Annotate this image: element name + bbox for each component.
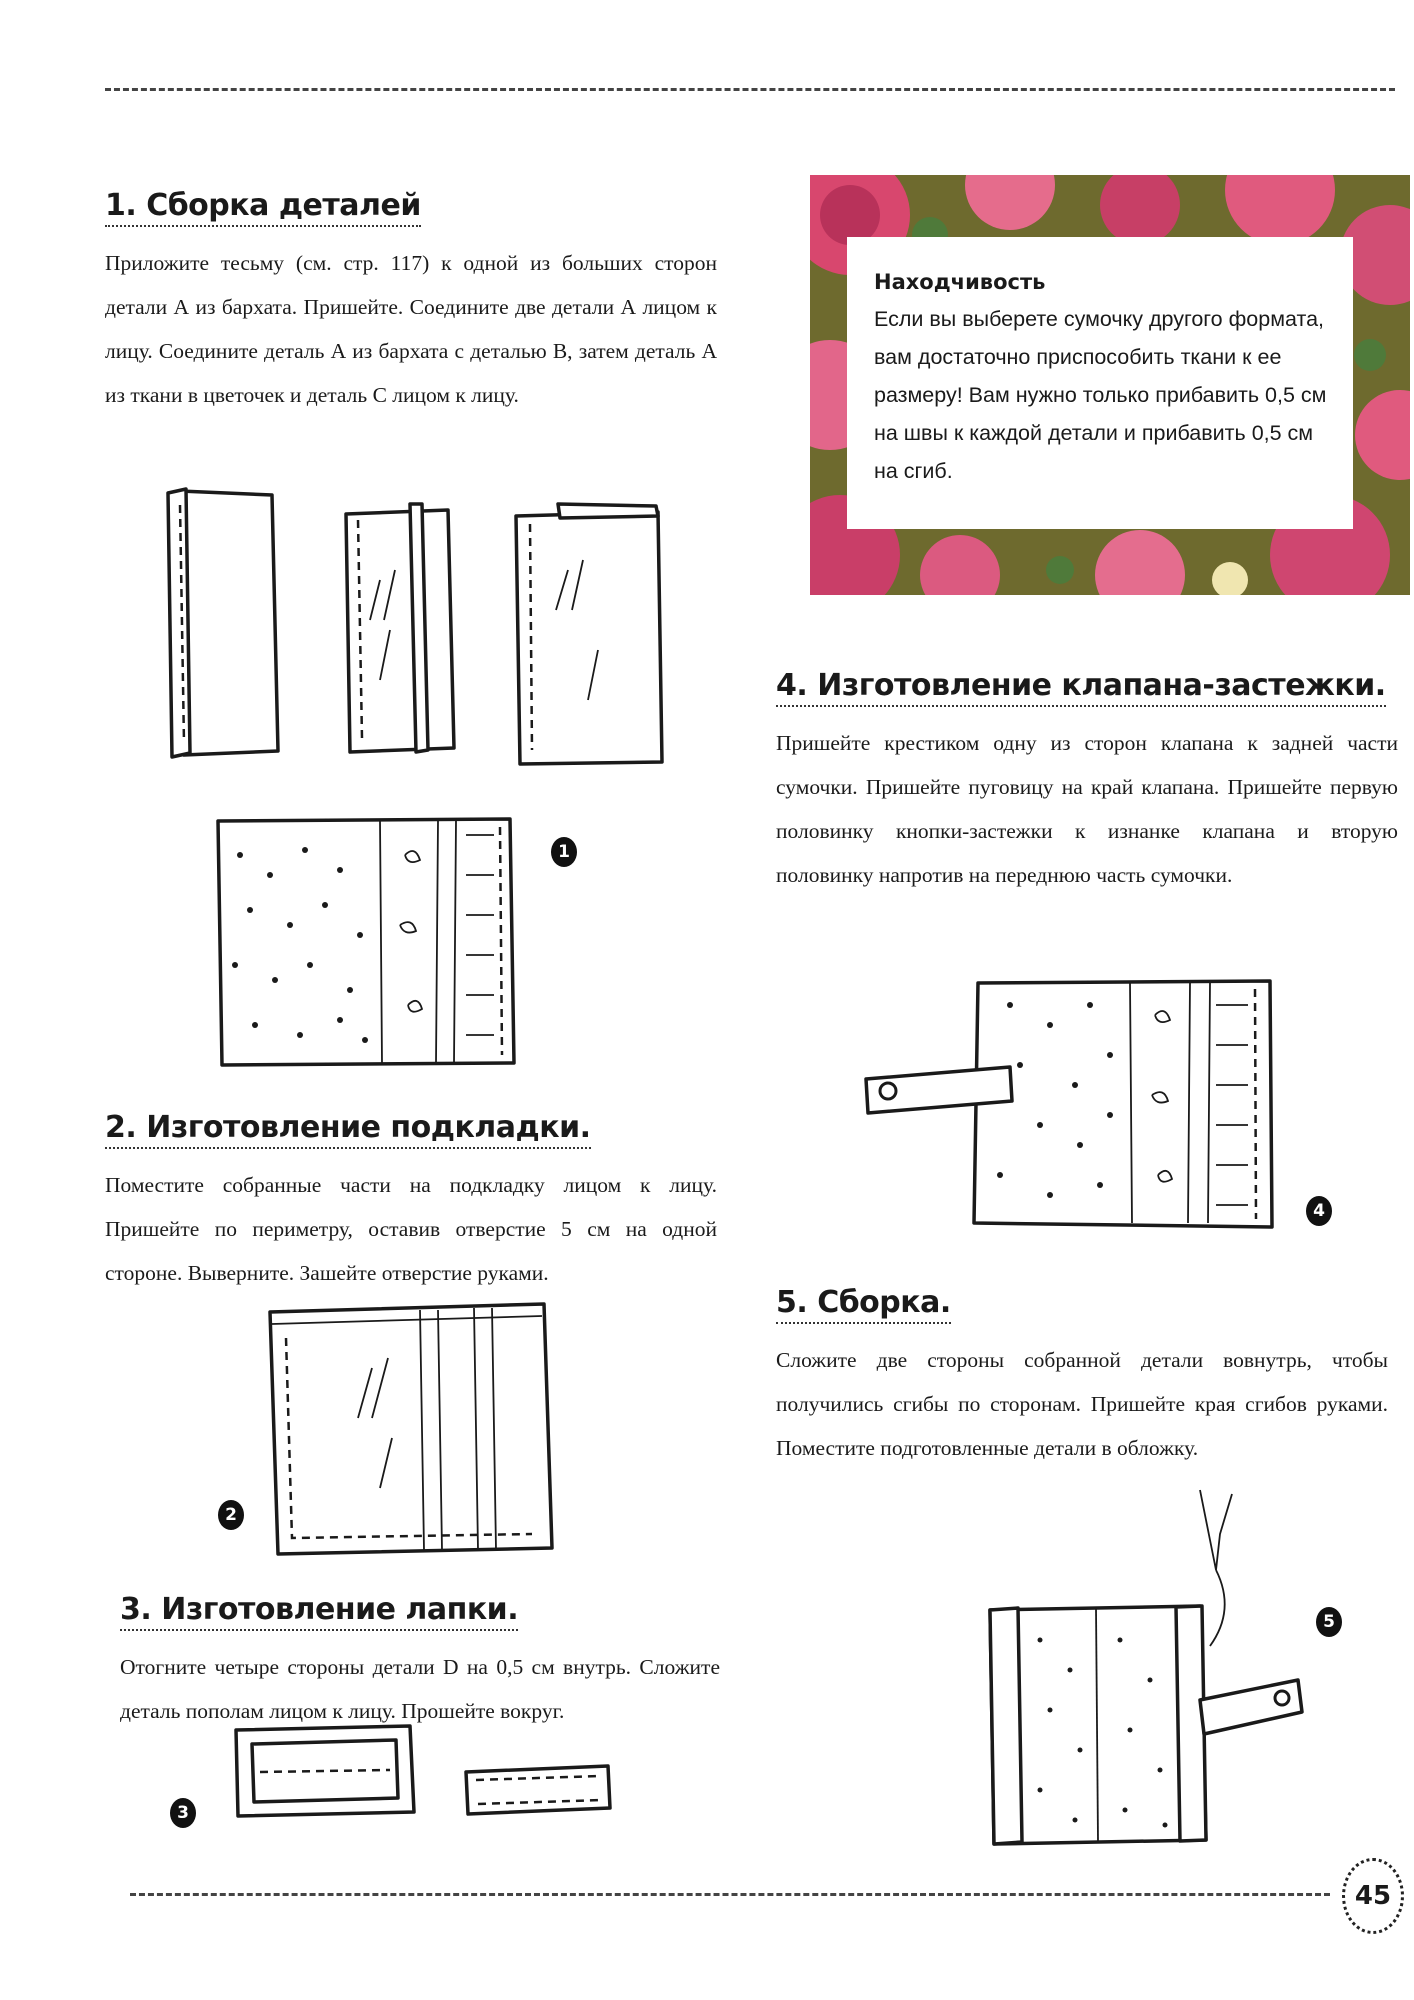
step3-tab-illustration-a bbox=[230, 1722, 420, 1822]
section-5-text: Сложите две стороны собранной детали вовнутрь, чтобы получились сгибы по сторонам. Пришейте края сгибов руками. Поместите подготовленные детали в обложку. bbox=[776, 1348, 1388, 1460]
section-2-title: 2. Изготовление подкладки. bbox=[105, 1110, 591, 1149]
step-4-badge: 4 bbox=[1306, 1196, 1332, 1226]
step1-strip-illustration bbox=[160, 485, 290, 760]
section-2 bbox=[105, 1110, 717, 1295]
section-3-title: 3. Изготовление лапки. bbox=[120, 1592, 518, 1631]
step5-assembly-illustration bbox=[980, 1490, 1310, 1850]
section-1-text: Приложите тесьму (см. стр. 117) к одной из больших сторон детали А из бархата. Пришейте. Соедините две детали А лицом к лицу. Соедините деталь А из бархата с деталью В, затем деталь А из ткани в цветочек и деталь С лицом к лицу. bbox=[105, 251, 717, 407]
section-4-title: 4. Изготовление клапана-застежки. bbox=[776, 668, 1386, 707]
section-3-text: Отогните четыре стороны детали D на 0,5 см внутрь. Сложите деталь пополам лицом к лицу. Прошейте вокруг. bbox=[120, 1655, 720, 1723]
bottom-dashed-rule bbox=[130, 1893, 1330, 1896]
step-3-badge: 3 bbox=[170, 1798, 196, 1828]
section-5-title: 5. Сборка. bbox=[776, 1285, 951, 1324]
section-1 bbox=[105, 188, 717, 417]
step-2-badge: 2 bbox=[218, 1500, 244, 1530]
page-number: 45 bbox=[1342, 1858, 1404, 1934]
step1-panel-illustration-a bbox=[340, 500, 465, 760]
section-4-text: Пришейте крестиком одну из сторон клапана к задней части сумочки. Пришейте пуговицу на край клапана. Пришейте первую половинку кнопки-застежки к изнанке клапана и вторую половинку напротив на переднюю часть сумочки. bbox=[776, 731, 1398, 887]
step1-assembled-illustration bbox=[210, 815, 520, 1070]
tip-text: Если вы выберете сумочку другого формата, вам достаточно приспособить ткани к ее размеру! Вам нужно только прибавить 0,5 см на швы к каждой детали и прибавить 0,5 см на сгиб. bbox=[874, 307, 1327, 483]
section-5 bbox=[776, 1285, 1388, 1470]
tip-title: Находчивость bbox=[874, 270, 1046, 294]
step4-flap-illustration bbox=[860, 975, 1280, 1235]
tip-box bbox=[850, 240, 1350, 526]
section-1-title: 1. Сборка деталей bbox=[105, 188, 421, 227]
section-2-text: Поместите собранные части на подкладку лицом к лицу. Пришейте по периметру, оставив отверстие 5 см на одной стороне. Выверните. Зашейте отверстие руками. bbox=[105, 1173, 717, 1285]
step1-panel-illustration-b bbox=[508, 500, 668, 770]
step2-lining-illustration bbox=[262, 1298, 562, 1563]
step3-tab-illustration-b bbox=[460, 1762, 615, 1822]
top-dashed-rule bbox=[105, 88, 1395, 91]
step-1-badge: 1 bbox=[551, 837, 577, 867]
step-5-badge: 5 bbox=[1316, 1607, 1342, 1637]
section-4 bbox=[776, 668, 1398, 897]
section-3 bbox=[120, 1592, 720, 1733]
